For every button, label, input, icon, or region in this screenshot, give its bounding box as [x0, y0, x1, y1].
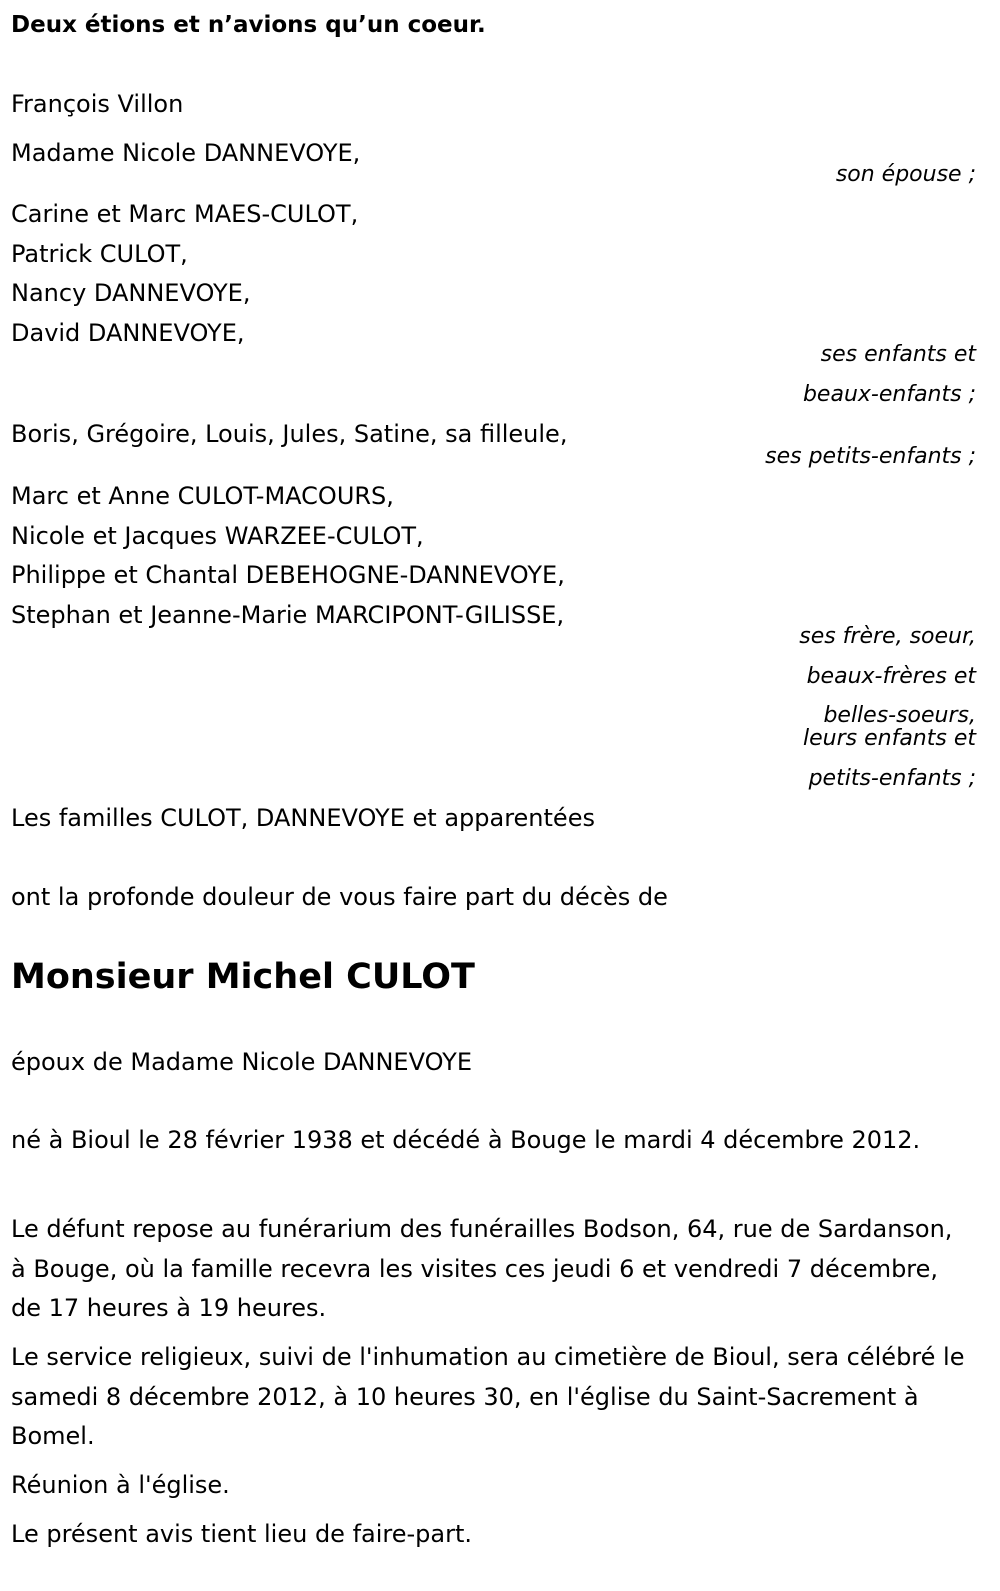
epigraph-author: François Villon [11, 90, 184, 118]
paragraph-notice: Le présent avis tient lieu de faire-part. [11, 1520, 473, 1548]
children-relation: ses enfants et [820, 342, 976, 367]
spouse-name: Madame Nicole DANNEVOYE, [11, 139, 361, 167]
sibling-name: Marc et Anne CULOT-MACOURS, [11, 482, 394, 510]
epigraph: Deux étions et n’avions qu’un coeur. [11, 12, 486, 38]
spouse-relation: son épouse ; [835, 162, 976, 187]
paragraph-reunion: Réunion à l'église. [11, 1471, 230, 1499]
siblings-relation: beaux-frères et [806, 664, 976, 689]
siblings-relation: ses frère, soeur, [799, 624, 976, 649]
families-line: Les familles CULOT, DANNEVOYE et apparentées [11, 804, 595, 832]
grandchildren-names: Boris, Grégoire, Louis, Jules, Satine, sa filleule, [11, 420, 568, 448]
paragraph-birth-death: né à Bioul le 28 février 1938 et décédé à Bouge le mardi 4 décembre 2012. [11, 1126, 921, 1154]
siblings-relation: petits-enfants ; [808, 766, 976, 791]
child-name: Nancy DANNEVOYE, [11, 279, 251, 307]
paragraph-service: Le service religieux, suivi de l'inhumation au cimetière de Bioul, sera célébré le samedi 8 décembre 2012, à 10 heures 30, en l'église du Saint-Sacrement à Bomel. [11, 1343, 965, 1450]
child-name: Carine et Marc MAES-CULOT, [11, 200, 359, 228]
child-name: David DANNEVOYE, [11, 319, 245, 347]
siblings-relation: leurs enfants et [803, 726, 976, 751]
announcement-line: ont la profonde douleur de vous faire part du décès de [11, 883, 668, 911]
siblings-relation: belles-soeurs, [823, 703, 976, 728]
child-name: Patrick CULOT, [11, 240, 188, 268]
sibling-name: Stephan et Jeanne-Marie MARCIPONT-GILISSE, [11, 601, 565, 629]
deceased-name: Monsieur Michel CULOT [11, 957, 475, 997]
sibling-name: Nicole et Jacques WARZEE-CULOT, [11, 522, 424, 550]
spouse-of-line: époux de Madame Nicole DANNEVOYE [11, 1048, 472, 1076]
children-relation: beaux-enfants ; [802, 382, 976, 407]
sibling-name: Philippe et Chantal DEBEHOGNE-DANNEVOYE, [11, 561, 565, 589]
paragraph-funerarium: Le défunt repose au funérarium des funérailles Bodson, 64, rue de Sardanson, à Bouge, où la famille recevra les visites ces jeudi 6 et vendredi 7 décembre, de 17 heures à 19 heures. [11, 1215, 953, 1322]
grandchildren-relation: ses petits-enfants ; [765, 444, 976, 469]
